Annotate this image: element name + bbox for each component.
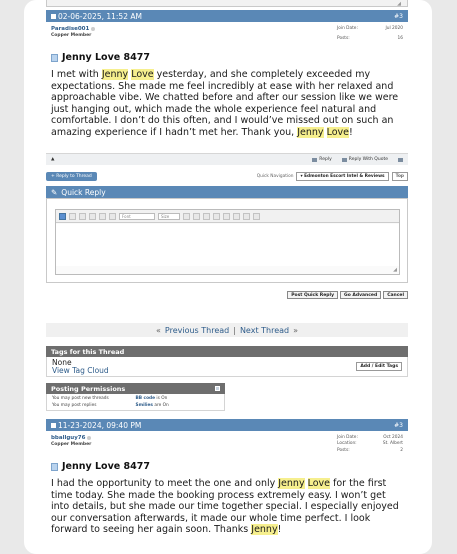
tags-none: None bbox=[52, 357, 72, 367]
user-title: Copper Member bbox=[51, 442, 92, 447]
post-header bbox=[46, 419, 408, 431]
forum-select[interactable]: ▾ Edmonton Escort Intel & Reviews bbox=[296, 172, 388, 181]
message-text: ! bbox=[348, 126, 353, 138]
reply-to-thread-button[interactable]: + Reply to Thread bbox=[46, 172, 97, 181]
user-info-label: Join Date: bbox=[337, 435, 358, 440]
underline-icon[interactable] bbox=[109, 213, 116, 220]
add-edit-tags-button[interactable]: Add / Edit Tags bbox=[356, 362, 402, 371]
bb-code-link[interactable]: BB code bbox=[135, 396, 156, 401]
reply-with-quote-button[interactable] bbox=[342, 157, 388, 162]
post-footer bbox=[46, 153, 408, 165]
post-message bbox=[51, 478, 403, 536]
multiquote-button[interactable] bbox=[398, 158, 403, 162]
remove-format-icon[interactable] bbox=[69, 213, 76, 220]
html-icon[interactable] bbox=[253, 213, 260, 220]
highlighted-term: Love bbox=[307, 478, 330, 489]
highlighted-term: Love bbox=[326, 126, 349, 138]
reply-label: Reply bbox=[319, 157, 332, 162]
permission-text: You may post replies bbox=[52, 402, 97, 408]
reply-editor bbox=[55, 209, 400, 275]
user-info bbox=[337, 435, 403, 453]
user-title: Copper Member bbox=[51, 33, 92, 38]
permissions-title: Posting Permissions bbox=[51, 384, 126, 393]
reply-with-quote-label: Reply With Quote bbox=[348, 157, 388, 162]
multiquote-icon bbox=[398, 158, 403, 162]
code-icon[interactable] bbox=[243, 213, 250, 220]
post-1 bbox=[46, 10, 408, 165]
post-date: 02-06-2025, 11:52 AM bbox=[58, 11, 142, 21]
link-icon[interactable] bbox=[203, 213, 210, 220]
user-info-value: 2 bbox=[400, 447, 403, 453]
image-icon[interactable] bbox=[213, 213, 220, 220]
permission-status: is On bbox=[155, 396, 168, 401]
report-post-icon[interactable]: ▲ bbox=[51, 157, 55, 162]
message-text: ! bbox=[277, 524, 282, 536]
user-info-label: Posts: bbox=[337, 35, 350, 41]
user-info-value: 16 bbox=[397, 35, 403, 41]
quick-reply-box bbox=[46, 198, 408, 283]
tags-section bbox=[46, 346, 408, 377]
document-icon bbox=[51, 54, 58, 62]
highlighted-term: Jenny bbox=[251, 524, 278, 536]
user-bar bbox=[46, 431, 408, 457]
post-header bbox=[46, 10, 408, 22]
post-status-icon bbox=[51, 14, 56, 19]
permissions-header bbox=[46, 383, 225, 394]
size-select[interactable]: Size bbox=[158, 213, 180, 220]
go-advanced-button[interactable]: Go Advanced bbox=[340, 291, 381, 299]
resize-grip-icon: ◢ bbox=[397, 1, 401, 7]
user-info-label: Join Date: bbox=[337, 26, 358, 31]
permission-status: are On bbox=[152, 402, 169, 408]
editor-toolbar bbox=[56, 210, 399, 223]
resize-grip-icon[interactable]: ◢ bbox=[393, 267, 397, 273]
next-thread-link[interactable]: Next Thread bbox=[239, 325, 290, 335]
cancel-button[interactable]: Cancel bbox=[383, 291, 408, 299]
user-info-value: Oct 2024 bbox=[383, 435, 403, 440]
reply-button[interactable] bbox=[312, 157, 331, 162]
post-number[interactable]: #3 bbox=[394, 12, 403, 20]
separator: | bbox=[233, 325, 236, 335]
prev-next-thread bbox=[46, 323, 408, 337]
post-title: Jenny Love 8477 bbox=[62, 52, 150, 63]
switch-editor-mode-icon[interactable] bbox=[59, 213, 66, 220]
tags-body bbox=[46, 357, 408, 377]
highlighted-term: Jenny bbox=[278, 478, 305, 489]
next-arrow-icon: » bbox=[293, 325, 298, 335]
post-2 bbox=[46, 419, 408, 542]
previous-thread-link[interactable]: Previous Thread bbox=[164, 325, 230, 335]
quick-reply-actions bbox=[46, 291, 408, 299]
permissions-body bbox=[46, 394, 225, 411]
smilie-icon[interactable] bbox=[193, 213, 200, 220]
highlighted-term: Love bbox=[131, 69, 154, 80]
offline-status-icon bbox=[87, 436, 91, 440]
username-link[interactable]: Paradise001 bbox=[51, 26, 90, 32]
highlighted-term: Jenny bbox=[101, 69, 129, 80]
previous-post-stub bbox=[46, 0, 408, 7]
post-title: Jenny Love 8477 bbox=[62, 461, 150, 472]
reply-textarea[interactable] bbox=[56, 224, 399, 266]
video-icon[interactable] bbox=[223, 213, 230, 220]
thread-nav-row bbox=[46, 172, 408, 181]
reply-icon bbox=[312, 158, 317, 162]
username-link[interactable]: bballguy76 bbox=[51, 435, 86, 441]
message-text: I met with bbox=[51, 69, 102, 80]
top-button[interactable]: Top bbox=[392, 172, 408, 181]
user-info-value: Jul 2020 bbox=[385, 26, 403, 31]
view-tag-cloud-link[interactable]: View Tag Cloud bbox=[52, 365, 109, 375]
message-text: for the first time today. She made the booking process extremely easy. I won’t get into details, but she made our time together special. I especially enjoyed our conversation afterwards, it made our whole time perfect. I look forward to seeing her again soon. Thanks bbox=[51, 478, 399, 536]
user-bar bbox=[46, 22, 408, 48]
quote-insert-icon[interactable] bbox=[233, 213, 240, 220]
text-color-icon[interactable] bbox=[183, 213, 190, 220]
permission-text: You may post new threads bbox=[52, 396, 109, 401]
post-number[interactable]: #3 bbox=[394, 421, 403, 429]
post-date: 11-23-2024, 09:40 PM bbox=[58, 420, 142, 430]
user-info-value: St. Albert bbox=[382, 441, 403, 447]
posting-permissions bbox=[46, 383, 225, 411]
post-quick-reply-button[interactable]: Post Quick Reply bbox=[287, 291, 338, 299]
quick-reply-title: Quick Reply bbox=[61, 187, 106, 197]
user-info-label: Posts: bbox=[337, 447, 350, 453]
quick-navigation-label: Quick Navigation bbox=[256, 174, 294, 179]
paste-icon[interactable] bbox=[79, 213, 86, 220]
highlighted-term: Jenny bbox=[297, 126, 324, 138]
message-text: yesterday, and she completely exceeded my expectations. She made me feel incredibly at ease with her relaxed and approachable vibe. We chatted before and after our session like we were just hanging out, which made the whole experience feel natural and comfortable. I don’t do this often, and I would’ve missed out on such an amazing experience if I hadn’t met her. Thank you, bbox=[51, 69, 399, 138]
smilies-link[interactable]: Smilies bbox=[135, 402, 153, 408]
user-info-label: Location: bbox=[337, 441, 357, 447]
quick-reply-icon: ✎ bbox=[51, 187, 58, 197]
quick-reply-header bbox=[46, 186, 408, 198]
offline-status-icon bbox=[91, 27, 95, 31]
tags-header: Tags for this Thread bbox=[46, 346, 408, 357]
quote-icon bbox=[342, 158, 347, 162]
bold-icon[interactable] bbox=[89, 213, 96, 220]
post-body bbox=[46, 457, 408, 542]
italic-icon[interactable] bbox=[99, 213, 106, 220]
user-info bbox=[337, 26, 403, 44]
message-text: I had the opportunity to meet the one and only bbox=[51, 478, 279, 489]
document-icon bbox=[51, 463, 58, 471]
font-select[interactable]: Font bbox=[119, 213, 155, 220]
post-status-icon bbox=[51, 423, 56, 428]
post-body bbox=[46, 48, 408, 153]
quick-reply bbox=[46, 186, 408, 283]
post-message bbox=[51, 69, 403, 139]
prev-arrow-icon: « bbox=[156, 325, 161, 335]
collapse-icon[interactable] bbox=[215, 386, 220, 391]
